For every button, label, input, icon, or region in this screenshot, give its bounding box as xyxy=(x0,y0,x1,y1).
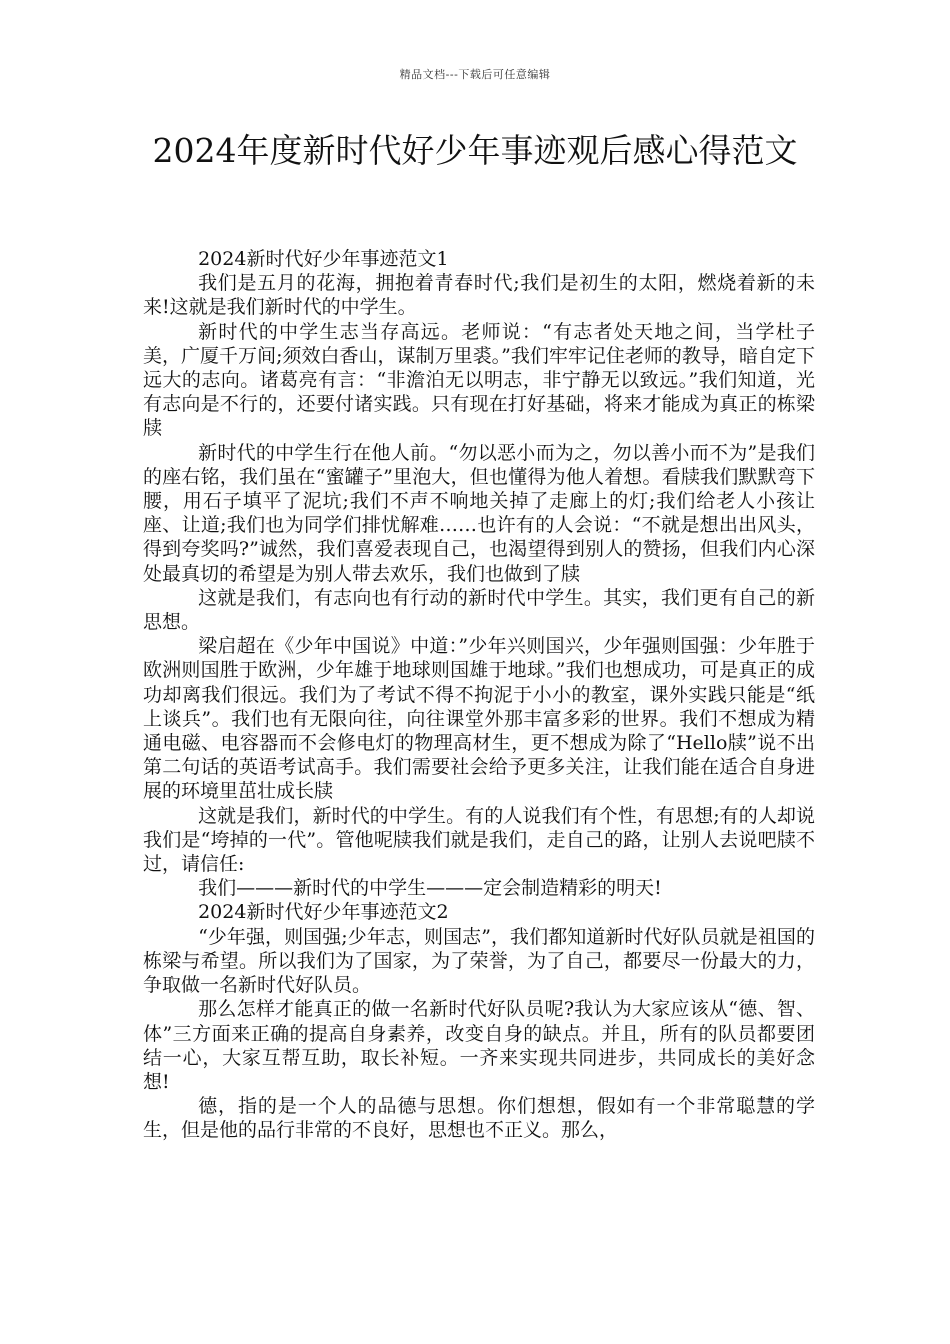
paragraph: 那么怎样才能真正的做一名新时代好队员呢?我认为大家应该从“德、智、体”三方面来正确的提高自身素养，改变自身的缺点。并且，所有的队员都要团结一心，大家互帮互助，取长补短。一齐来实现共同进步，共同成长的美好念想! xyxy=(143,998,815,1093)
paragraph: 我们是五月的花海，拥抱着青春时代;我们是初生的太阳，燃烧着新的未来!这就是我们新时代的中学生。 xyxy=(143,272,815,319)
paragraph: “少年强，则国强;少年志，则国志”，我们都知道新时代好队员就是祖国的栋梁与希望。所以我们为了国家，为了荣誉，为了自己，都要尽一份最大的力，争取做一名新时代好队员。 xyxy=(143,925,815,997)
document-title: 2024年度新时代好少年事迹观后感心得范文 xyxy=(152,131,798,170)
section-heading-1: 2024新时代好少年事迹范文1 xyxy=(198,248,449,270)
paragraph: 德，指的是一个人的品德与思想。你们想想，假如有一个非常聪慧的学生，但是他的品行非常的不良好，思想也不正义。那么， xyxy=(143,1095,815,1142)
paragraph: 梁启超在《少年中国说》中道：”少年兴则国兴，少年强则国强：少年胜于欧洲则国胜于欧洲，少年雄于地球则国雄于地球。”我们也想成功，可是真正的成功却离我们很远。我们为了考试不得不拘泥于小小的教室，课外实践只能是“纸上谈兵”。我们也有无限向往，向往课堂外那丰富多彩的世界。我们不想成为精通电磁、电容器而不会修电灯的物理高材生，更不想成为除了“Hello牍”说不出第二句话的英语考试高手。我们需要社会给予更多关注，让我们能在适合自身进展的环境里茁壮成长牍 xyxy=(143,635,815,803)
paragraph: 新时代的中学生行在他人前。“勿以恶小而为之，勿以善小而不为”是我们的座右铭，我们虽在“蜜罐子”里泡大，但也懂得为他人着想。看牍我们默默弯下腰，用石子填平了泥坑;我们不声不响地关掉了走廊上的灯;我们给老人小孩让座、让道;我们也为同学们排忧解难……也许有的人会说：“不就是想出出风头，得到夸奖吗?”诚然，我们喜爱表现自己，也渴望得到别人的赞扬，但我们内心深处最真切的希望是为别人带去欢乐，我们也做到了牍 xyxy=(143,441,815,585)
document-body xyxy=(143,247,815,1143)
paragraph: 我们———新时代的中学生———定会制造精彩的明天! xyxy=(198,877,662,900)
section-heading-2: 2024新时代好少年事迹范文2 xyxy=(198,901,449,924)
paragraph: 这就是我们，有志向也有行动的新时代中学生。其实，我们更有自己的新思想。 xyxy=(143,586,815,634)
header-note: 精品文档---下载后可任意编辑 xyxy=(399,68,551,81)
paragraph: 新时代的中学生志当存高远。老师说：“有志者处天地之间，当学杜子美，广厦千万间;须效白香山，谋制万里裘。”我们牢牢记住老师的教导，暗自定下远大的志向。诸葛亮有言：“非澹泊无以明志，非宁静无以致远。”我们知道，光有志向是不行的，还要付诸实践。只有现在打好基础，将来才能成为真正的栋梁牍 xyxy=(143,320,815,440)
paragraph: 这就是我们，新时代的中学生。有的人说我们有个性，有思想;有的人却说我们是“垮掉的一代”。管他呢牍我们就是我们，走自己的路，让别人去说吧牍不过，请信任: xyxy=(143,804,815,876)
